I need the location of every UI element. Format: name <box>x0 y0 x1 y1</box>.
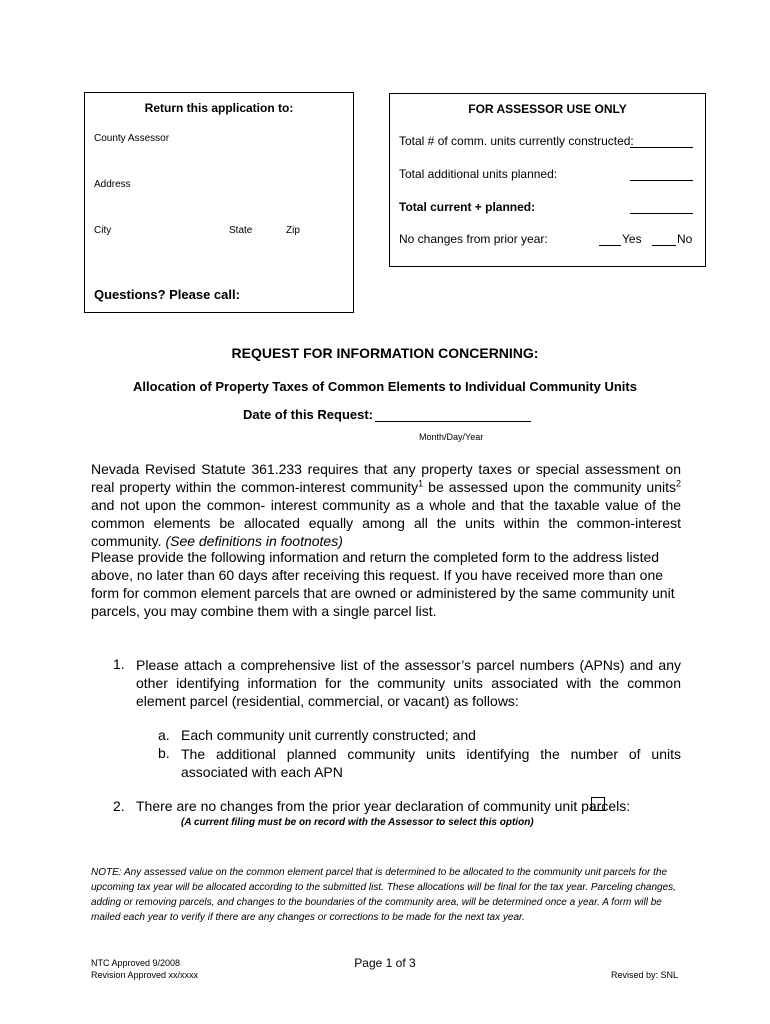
statute-line-4: among all the units within the common-interest community. <box>91 515 682 549</box>
date-hint: Month/Day/Year <box>419 432 484 442</box>
city-label: City <box>94 225 112 236</box>
item-1a-text: Each community unit currently constructed; and <box>181 727 476 743</box>
additional-units-blank[interactable] <box>630 169 693 181</box>
note-paragraph: NOTE: Any assessed value on the common element parcel that is determined to be allocated to the community unit parcels for the upcoming tax year will be allocated according to the submitted list. These allocations will be final for the tax year. Parceling changes, adding or removing parcels, and changes to the boundaries of the community area, will be determined once a year. A form will be mailed each year to verify if there are any changes or corrections to be made for the next tax year. <box>91 867 676 923</box>
footnote-reference: (See definitions in footnotes) <box>165 533 343 549</box>
page-number: Page 1 of 3 <box>354 956 416 970</box>
yes-label: Yes <box>622 232 642 246</box>
constructed-units-label: Total # of comm. units currently constructed: <box>399 134 634 148</box>
footnote-1-marker: 1 <box>418 478 424 489</box>
item-1-number: 1. <box>113 656 125 672</box>
zip-label: Zip <box>286 225 300 236</box>
revision-approved: Revision Approved xx/xxxx <box>91 970 199 980</box>
additional-units-label: Total additional units planned: <box>399 167 558 181</box>
assessor-use-box <box>389 93 706 267</box>
statute-line-2b: be assessed upon the community units <box>423 479 676 495</box>
county-assessor-label: County Assessor <box>94 133 170 144</box>
no-blank[interactable] <box>652 234 676 246</box>
item-2-number: 2. <box>113 798 125 814</box>
statute-line-2a: within the common-interest community <box>175 479 419 495</box>
page-subheading: Allocation of Property Taxes of Common Elements to Individual Community Units <box>133 379 637 394</box>
item-2-text: There are no changes from the prior year declaration of community unit parcels: <box>136 798 631 814</box>
item-1-text: Please attach a comprehensive list of the assessor’s parcel numbers (APNs) and any other identifying information for the community units associated with the common element parcel (residential, commercial, or vacant) as follows: <box>136 657 681 709</box>
statute-line-2c: and not upon the common- <box>91 497 266 513</box>
statute-line-3: interest community as a whole and that the taxable value of the common elements be allocated equally <box>91 497 682 531</box>
date-field[interactable] <box>375 410 531 422</box>
constructed-units-blank[interactable] <box>630 136 693 148</box>
no-label: No <box>677 232 693 246</box>
state-label: State <box>229 225 253 236</box>
statute-paragraph <box>91 460 681 550</box>
date-label: Date of this Request: <box>243 407 374 422</box>
footnote-2-marker: 2 <box>675 478 681 489</box>
statute-line-1: Nevada Revised Statute 361.233 requires that any property taxes or special assessment on real property <box>91 461 681 495</box>
return-box-title: Return this application to: <box>144 101 294 115</box>
item-1b-letter: b. <box>158 745 170 761</box>
total-units-label: Total current + planned: <box>399 200 536 214</box>
page-heading: REQUEST FOR INFORMATION CONCERNING: <box>231 345 539 361</box>
item-2-note: (A current filing must be on record with the Assessor to select this option) <box>181 817 534 828</box>
questions-label: Questions? Please call: <box>94 287 240 302</box>
revised-by: Revised by: SNL <box>611 970 679 980</box>
assessor-box-title: FOR ASSESSOR USE ONLY <box>468 102 627 116</box>
return-address-box <box>84 92 354 313</box>
instructions-paragraph: Please provide the following information and return the completed form to the address listed above, no later than 60 days after receiving this request. If you have received more than one form for common element parcels that are owned or administered by the same community unit parcels, you may combine them with a single parcel list. <box>91 549 675 619</box>
item-1a-letter: a. <box>158 727 170 743</box>
no-changes-label: No changes from prior year: <box>399 232 548 246</box>
item-1b-text: The additional planned community units identifying the number of units associated with each APN <box>181 746 681 780</box>
total-units-blank[interactable] <box>630 202 693 214</box>
no-changes-checkbox[interactable] <box>591 797 605 811</box>
address-label: Address <box>94 179 131 190</box>
ntc-approved: NTC Approved 9/2008 <box>91 958 181 968</box>
yes-blank[interactable] <box>599 234 621 246</box>
